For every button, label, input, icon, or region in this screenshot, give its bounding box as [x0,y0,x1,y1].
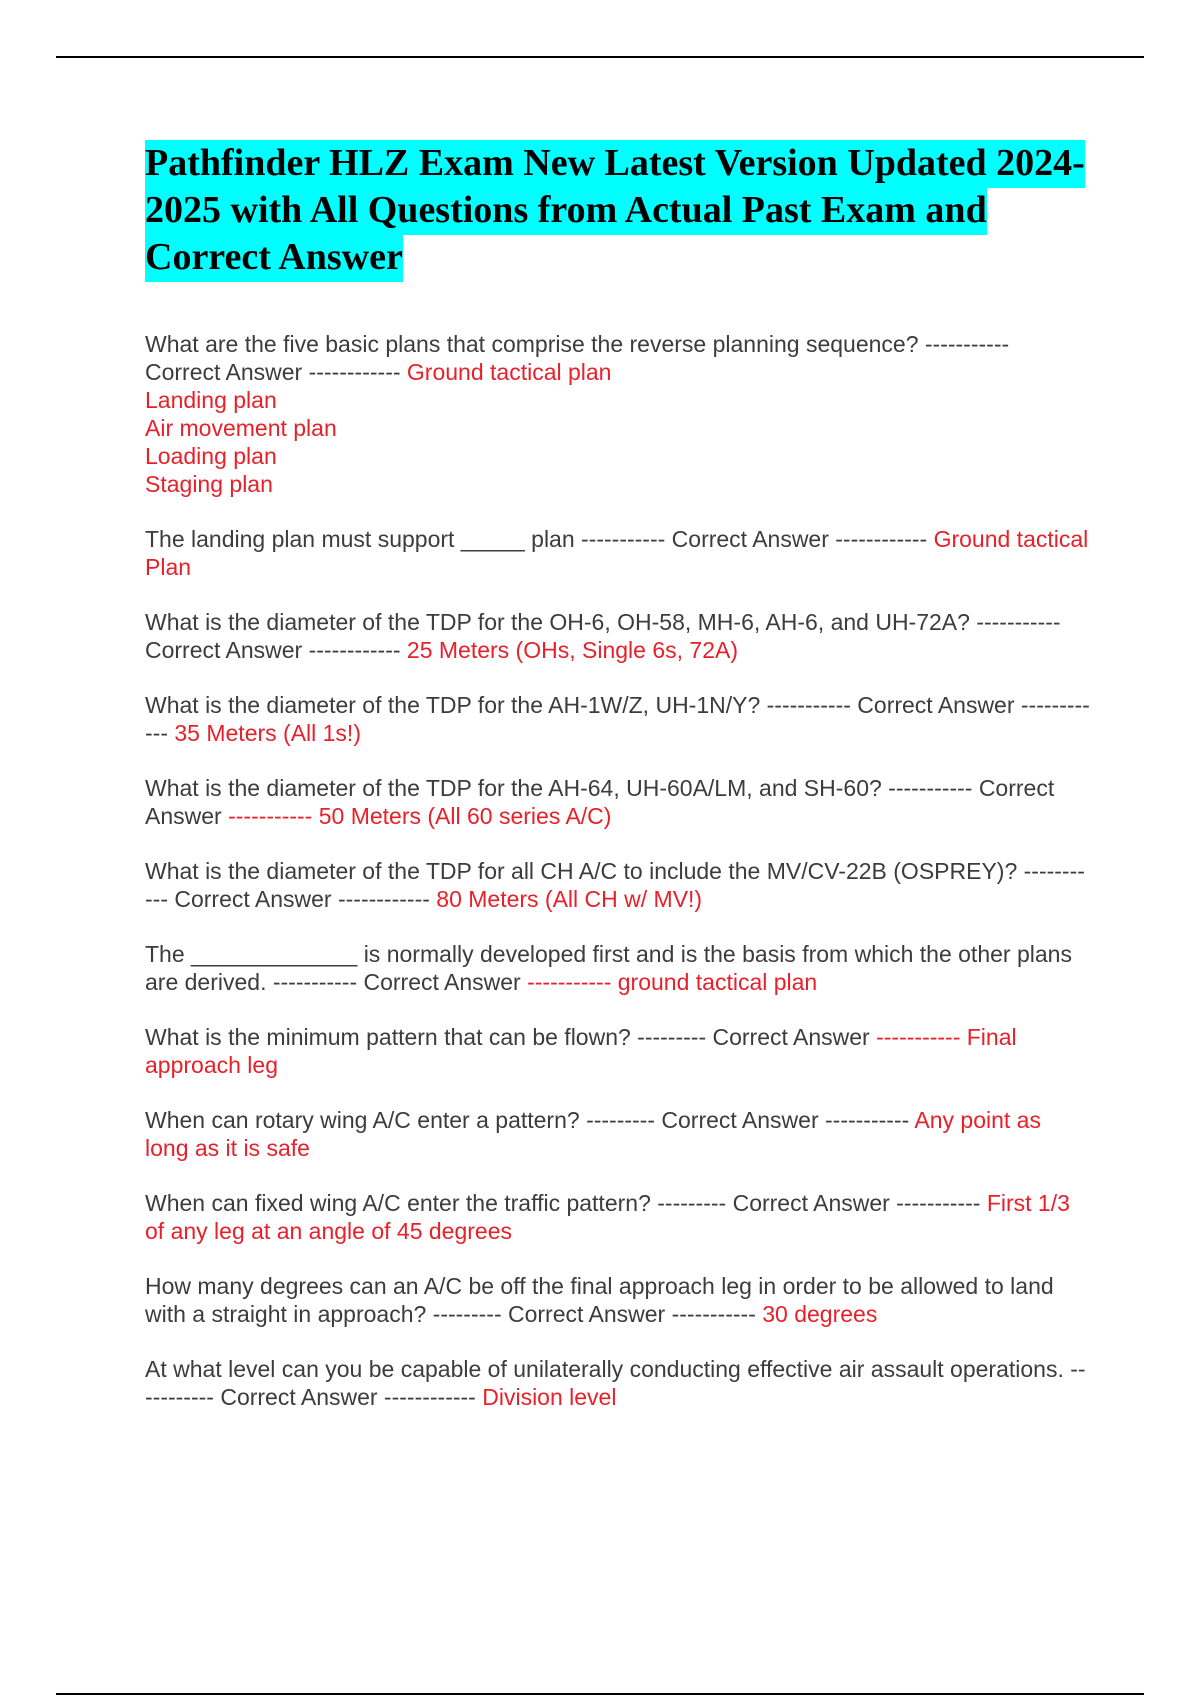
question-text: What is the diameter of the TDP for the AH-64, UH-60A/LM, and SH-60? ----------- [145,775,973,801]
qa-list [145,330,1090,1438]
qa-item [145,608,1090,664]
correct-answer-separator: Correct Answer [145,775,1055,829]
answer-text: First 1/3 of any leg at an angle of 45 degrees [145,1190,1070,1244]
qa-item [145,940,1090,996]
correct-answer-separator: Correct Answer ----------- [661,1107,910,1133]
correct-answer-separator: Correct Answer ----------- [732,1190,981,1216]
correct-answer-separator: Correct Answer ----------- [508,1301,756,1327]
qa-item [145,1189,1090,1245]
qa-item [145,1023,1090,1079]
question-text: What is the diameter of the TDP for all CH A/C to include the MV/CV-22B (OSPREY)? ----------- [145,858,1085,912]
question-text: The _____________ is normally developed first and is the basis from which the other plans are derived. ----------- [145,941,1072,995]
correct-answer-separator: Correct Answer ------------ [671,526,928,552]
answer-text: Ground tactical plan [406,359,612,385]
top-rule [56,56,1144,58]
answer-text: 30 degrees [762,1301,878,1327]
question-text: When can rotary wing A/C enter a pattern? --------- [145,1107,655,1133]
correct-answer-separator: Correct Answer ------------ [174,886,430,912]
answer-text: Division level [482,1384,617,1410]
question-text: When can fixed wing A/C enter the traffic pattern? --------- [145,1190,727,1216]
qa-item [145,1106,1090,1162]
answer-line: Landing plan [145,387,277,413]
bottom-rule [56,1693,1144,1695]
answer-text: Ground tactical Plan [145,526,1089,580]
answer-text: 35 Meters (All 1s!) [174,720,361,746]
qa-item [145,691,1090,747]
qa-item [145,774,1090,830]
question-text: What are the five basic plans that comprise the reverse planning sequence? ----------- [145,331,1010,357]
document-title [145,140,1085,281]
answer-text: 25 Meters (OHs, Single 6s, 72A) [406,637,738,663]
answer-text: 80 Meters (All CH w/ MV!) [436,886,703,912]
question-text: What is the minimum pattern that can be flown? --------- [145,1024,707,1050]
question-text: The landing plan must support _____ plan ----------- [145,526,666,552]
answer-line: Air movement plan [145,415,337,441]
answer-text: Any point as long as it is safe [145,1107,1041,1161]
question-text: What is the diameter of the TDP for the OH-6, OH-58, MH-6, AH-6, and UH-72A? ----------- [145,609,1061,635]
correct-answer-separator: Correct Answer ------------ [220,1384,476,1410]
correct-answer-separator: Correct Answer ------------ [145,637,401,663]
correct-answer-separator: Correct Answer ------------ [145,692,1090,746]
qa-item [145,330,1090,498]
question-text: At what level can you be capable of unilaterally conducting effective air assault operations. ----------- [145,1356,1086,1410]
answer-text: ----------- Final approach leg [145,1024,1017,1078]
correct-answer-separator: Correct Answer ------------ [145,359,401,385]
question-text: How many degrees can an A/C be off the final approach leg in order to be allowed to land with a straight in approach? --------- [145,1273,1054,1327]
correct-answer-separator: Correct Answer [712,1024,870,1050]
answer-line: Staging plan [145,471,273,497]
correct-answer-separator: Correct Answer [363,969,521,995]
answer-text: ----------- ground tactical plan [527,969,818,995]
answer-line: Loading plan [145,443,277,469]
answer-text: ----------- 50 Meters (All 60 series A/C) [228,803,612,829]
qa-item [145,1355,1090,1411]
document-title-text: Pathfinder HLZ Exam New Latest Version Updated 2024-2025 with All Questions from Actual Past Exam and Correct Answer [145,140,1085,282]
question-text: What is the diameter of the TDP for the AH-1W/Z, UH-1N/Y? ----------- [145,692,851,718]
qa-item [145,525,1090,581]
qa-item [145,857,1090,913]
qa-item [145,1272,1090,1328]
